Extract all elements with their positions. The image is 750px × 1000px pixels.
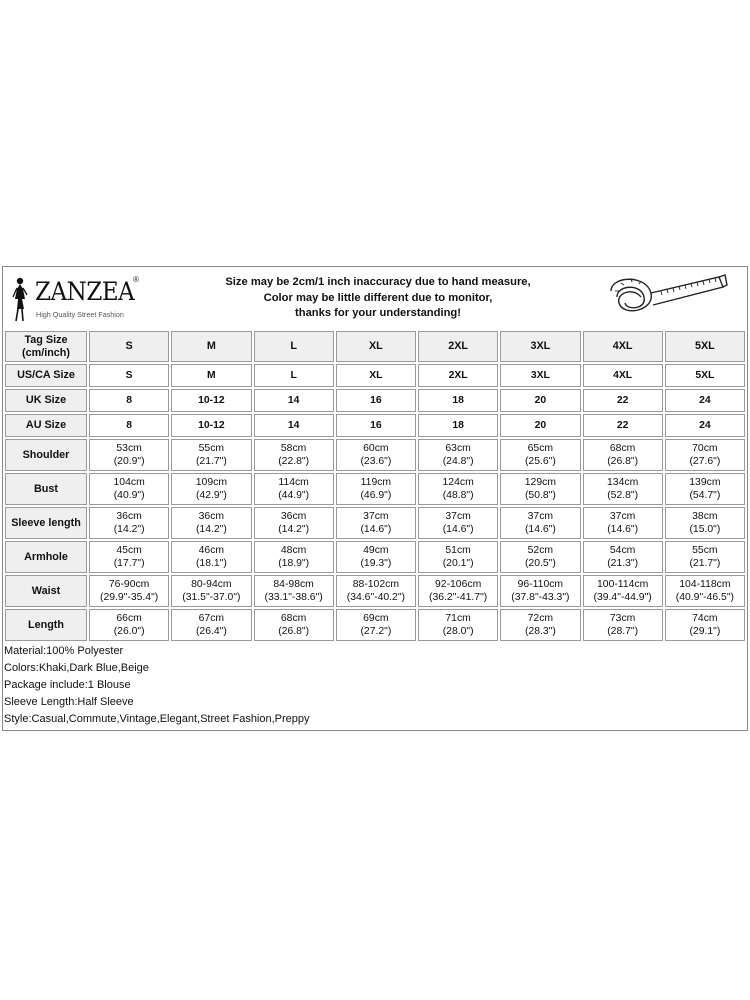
- table-cell: [89, 575, 169, 607]
- table-cell: [583, 541, 663, 573]
- table-cell: [583, 507, 663, 539]
- table-cell: [500, 507, 580, 539]
- tag-size-header: [5, 331, 87, 362]
- inch-value: (26.8"): [278, 626, 310, 637]
- cm-value: 96-110cm: [517, 579, 564, 590]
- cm-value: 88-102cm: [352, 579, 399, 590]
- table-cell: [500, 575, 580, 607]
- table-cell: [336, 575, 416, 607]
- info-line: Colors:Khaki,Dark Blue,Beige: [4, 662, 149, 674]
- inch-value: (31.5"-37.0"): [182, 592, 241, 603]
- cm-value: 129cm: [524, 477, 556, 488]
- notice-line: Size may be 2cm/1 inch inaccuracy due to hand measure,: [225, 276, 531, 288]
- inch-value: (46.9"): [360, 490, 392, 501]
- table-cell: [583, 609, 663, 641]
- inch-value: (54.7"): [689, 490, 721, 501]
- cm-value: 109cm: [195, 477, 227, 488]
- cm-value: 55cm: [692, 545, 718, 556]
- inch-value: (29.1"): [689, 626, 721, 637]
- brand-name: ZANZEA: [35, 277, 135, 306]
- measuring-tape-icon: [601, 271, 729, 325]
- cm-value: 36cm: [116, 511, 142, 522]
- table-cell: [89, 507, 169, 539]
- table-cell: 18: [418, 414, 498, 437]
- table-cell: [665, 541, 745, 573]
- cm-value: 71cm: [445, 613, 471, 624]
- row-label: Waist: [5, 575, 87, 607]
- cm-value: 54cm: [609, 545, 636, 556]
- size-chart-table: [3, 329, 747, 643]
- inch-value: (20.5"): [524, 558, 556, 569]
- cm-value: 49cm: [363, 545, 389, 556]
- cm-value: 63cm: [445, 443, 471, 454]
- size-header: L: [254, 331, 334, 362]
- inch-value: (14.6"): [442, 524, 474, 535]
- table-cell: 8: [89, 414, 169, 437]
- cm-value: 76-90cm: [108, 579, 150, 590]
- table-cell: [418, 541, 498, 573]
- table-cell: [254, 473, 334, 505]
- table-cell: [665, 609, 745, 641]
- cm-value: 45cm: [116, 545, 142, 556]
- table-cell: 14: [254, 389, 334, 412]
- table-cell: [171, 473, 251, 505]
- table-cell: 5XL: [665, 364, 745, 387]
- size-header: M: [171, 331, 251, 362]
- inch-value: (40.9"-46.5"): [675, 592, 734, 603]
- table-cell: [254, 439, 334, 471]
- table-row: [5, 575, 745, 607]
- info-line: Material:100% Polyester: [4, 645, 124, 657]
- row-label: Length: [5, 609, 87, 641]
- table-cell: [171, 507, 251, 539]
- inch-value: (36.2"-41.7"): [429, 592, 488, 603]
- table-cell: [500, 473, 580, 505]
- table-cell: [171, 609, 251, 641]
- table-cell: 22: [583, 414, 663, 437]
- table-cell: [254, 541, 334, 573]
- table-cell: [665, 507, 745, 539]
- inch-value: (33.1"-38.6"): [264, 592, 323, 603]
- table-cell: [418, 507, 498, 539]
- table-cell: [665, 575, 745, 607]
- header-label: Tag Size: [24, 333, 68, 346]
- table-cell: [171, 439, 251, 471]
- inch-value: (28.3"): [524, 626, 556, 637]
- cm-value: 73cm: [609, 613, 636, 624]
- measurement-notice: [173, 275, 583, 322]
- row-label: Armhole: [5, 541, 87, 573]
- table-cell: [89, 439, 169, 471]
- cm-value: 55cm: [198, 443, 225, 454]
- inch-value: (14.6"): [360, 524, 392, 535]
- inch-value: (19.3"): [360, 558, 392, 569]
- chart-header: [3, 267, 747, 329]
- table-cell: [500, 439, 580, 471]
- inch-value: (24.8"): [442, 456, 474, 467]
- cm-value: 60cm: [363, 443, 389, 454]
- table-cell: [418, 473, 498, 505]
- table-row: [5, 609, 745, 641]
- inch-value: (50.8"): [524, 490, 556, 501]
- cm-value: 70cm: [692, 443, 718, 454]
- brand-tagline: High Quality Street Fashion: [36, 310, 124, 319]
- brand-logo: [9, 273, 159, 325]
- inch-value: (37.8"-43.3"): [511, 592, 570, 603]
- table-row: [5, 389, 745, 412]
- table-cell: 8: [89, 389, 169, 412]
- product-info: [4, 643, 746, 728]
- cm-value: 37cm: [609, 511, 636, 522]
- table-cell: 18: [418, 389, 498, 412]
- table-cell: 3XL: [500, 364, 580, 387]
- cm-value: 68cm: [609, 443, 636, 454]
- table-cell: [171, 541, 251, 573]
- table-header-row: [5, 331, 745, 362]
- table-cell: [336, 473, 416, 505]
- inch-value: (28.7"): [607, 626, 639, 637]
- size-header: 4XL: [583, 331, 663, 362]
- table-cell: [254, 507, 334, 539]
- inch-value: (28.0"): [442, 626, 474, 637]
- cm-value: 67cm: [198, 613, 225, 624]
- table-row: [5, 541, 745, 573]
- inch-value: (40.9"): [113, 490, 145, 501]
- size-chart-card: [2, 266, 748, 731]
- size-header: XL: [336, 331, 416, 362]
- table-cell: [583, 473, 663, 505]
- inch-value: (25.6"): [524, 456, 556, 467]
- table-cell: [583, 439, 663, 471]
- table-cell: 16: [336, 414, 416, 437]
- inch-value: (42.9"): [195, 490, 227, 501]
- row-label: Sleeve length: [5, 507, 87, 539]
- inch-value: (39.4"-44.9"): [593, 592, 652, 603]
- inch-value: (52.8"): [607, 490, 639, 501]
- inch-value: (29.9"-35.4"): [100, 592, 159, 603]
- inch-value: (18.9"): [278, 558, 310, 569]
- cm-value: 92-106cm: [435, 579, 482, 590]
- table-cell: [89, 473, 169, 505]
- notice-line: thanks for your understanding!: [295, 307, 461, 319]
- table-cell: [336, 507, 416, 539]
- row-label: Shoulder: [5, 439, 87, 471]
- info-line: Sleeve Length:Half Sleeve: [4, 696, 134, 708]
- table-cell: [500, 541, 580, 573]
- cm-value: 100-114cm: [597, 579, 649, 590]
- inch-value: (48.8"): [442, 490, 474, 501]
- cm-value: 104cm: [113, 477, 145, 488]
- cm-value: 119cm: [360, 477, 392, 488]
- inch-value: (14.2"): [113, 524, 145, 535]
- inch-value: (21.7"): [689, 558, 721, 569]
- inch-value: (15.0"): [689, 524, 721, 535]
- table-cell: 14: [254, 414, 334, 437]
- table-cell: [89, 609, 169, 641]
- cm-value: 36cm: [280, 511, 307, 522]
- cm-value: 38cm: [692, 511, 718, 522]
- inch-value: (20.1"): [442, 558, 474, 569]
- cm-value: 65cm: [527, 443, 554, 454]
- cm-value: 51cm: [445, 545, 471, 556]
- cm-value: 68cm: [280, 613, 307, 624]
- table-cell: [171, 575, 251, 607]
- row-label: UK Size: [5, 389, 87, 412]
- inch-value: (17.7"): [113, 558, 145, 569]
- size-header: S: [89, 331, 169, 362]
- table-cell: 4XL: [583, 364, 663, 387]
- table-row: [5, 473, 745, 505]
- cm-value: 114cm: [278, 477, 309, 488]
- size-header: 5XL: [665, 331, 745, 362]
- table-row: [5, 414, 745, 437]
- table-cell: [89, 541, 169, 573]
- table-cell: 10-12: [171, 389, 251, 412]
- size-header: 2XL: [418, 331, 498, 362]
- inch-value: (26.4"): [195, 626, 227, 637]
- inch-value: (14.2"): [195, 524, 227, 535]
- cm-value: 53cm: [116, 443, 142, 454]
- table-row: [5, 439, 745, 471]
- cm-value: 74cm: [692, 613, 718, 624]
- table-cell: [336, 609, 416, 641]
- table-cell: [583, 575, 663, 607]
- registered-mark: ®: [133, 275, 139, 284]
- header-label-unit: (cm/inch): [22, 346, 70, 359]
- inch-value: (14.6"): [607, 524, 639, 535]
- info-line: Style:Casual,Commute,Vintage,Elegant,Street Fashion,Preppy: [4, 713, 310, 725]
- table-cell: [418, 609, 498, 641]
- table-cell: 24: [665, 389, 745, 412]
- fashion-model-icon: [9, 275, 33, 323]
- cm-value: 66cm: [116, 613, 142, 624]
- cm-value: 37cm: [527, 511, 554, 522]
- table-cell: [336, 439, 416, 471]
- table-cell: [665, 439, 745, 471]
- cm-value: 134cm: [607, 477, 639, 488]
- inch-value: (22.8"): [278, 456, 310, 467]
- info-line: Package include:1 Blouse: [4, 679, 131, 691]
- table-cell: XL: [336, 364, 416, 387]
- cm-value: 58cm: [280, 443, 307, 454]
- table-cell: [500, 609, 580, 641]
- inch-value: (20.9"): [113, 456, 145, 467]
- row-label: AU Size: [5, 414, 87, 437]
- table-cell: L: [254, 364, 334, 387]
- row-label: US/CA Size: [5, 364, 87, 387]
- cm-value: 46cm: [198, 545, 225, 556]
- inch-value: (34.6"-40.2"): [346, 592, 405, 603]
- size-header: 3XL: [500, 331, 580, 362]
- table-cell: [418, 575, 498, 607]
- table-cell: M: [171, 364, 251, 387]
- table-row: [5, 507, 745, 539]
- table-cell: 2XL: [418, 364, 498, 387]
- cm-value: 52cm: [527, 545, 554, 556]
- inch-value: (26.8"): [607, 456, 639, 467]
- inch-value: (21.3"): [607, 558, 639, 569]
- cm-value: 69cm: [363, 613, 389, 624]
- cm-value: 124cm: [442, 477, 474, 488]
- cm-value: 139cm: [689, 477, 721, 488]
- inch-value: (14.6"): [524, 524, 556, 535]
- inch-value: (23.6"): [360, 456, 392, 467]
- table-cell: 20: [500, 414, 580, 437]
- cm-value: 72cm: [527, 613, 554, 624]
- table-cell: 16: [336, 389, 416, 412]
- inch-value: (27.2"): [360, 626, 392, 637]
- cm-value: 80-94cm: [191, 579, 232, 590]
- inch-value: (27.6"): [689, 456, 721, 467]
- table-cell: [336, 541, 416, 573]
- table-cell: S: [89, 364, 169, 387]
- inch-value: (14.2"): [278, 524, 310, 535]
- table-cell: 20: [500, 389, 580, 412]
- table-cell: [254, 609, 334, 641]
- cm-value: 36cm: [198, 511, 225, 522]
- cm-value: 37cm: [445, 511, 471, 522]
- inch-value: (44.9"): [278, 490, 310, 501]
- inch-value: (18.1"): [195, 558, 227, 569]
- table-cell: 24: [665, 414, 745, 437]
- notice-line: Color may be little different due to monitor,: [263, 291, 493, 304]
- table-cell: 10-12: [171, 414, 251, 437]
- table-cell: 22: [583, 389, 663, 412]
- table-cell: [254, 575, 334, 607]
- row-label: Bust: [5, 473, 87, 505]
- cm-value: 84-98cm: [273, 579, 314, 590]
- inch-value: (21.7"): [195, 456, 227, 467]
- table-cell: [665, 473, 745, 505]
- inch-value: (26.0"): [113, 626, 145, 637]
- cm-value: 37cm: [363, 511, 389, 522]
- cm-value: 104-118cm: [679, 579, 731, 590]
- table-row: [5, 364, 745, 387]
- table-cell: [418, 439, 498, 471]
- cm-value: 48cm: [280, 545, 307, 556]
